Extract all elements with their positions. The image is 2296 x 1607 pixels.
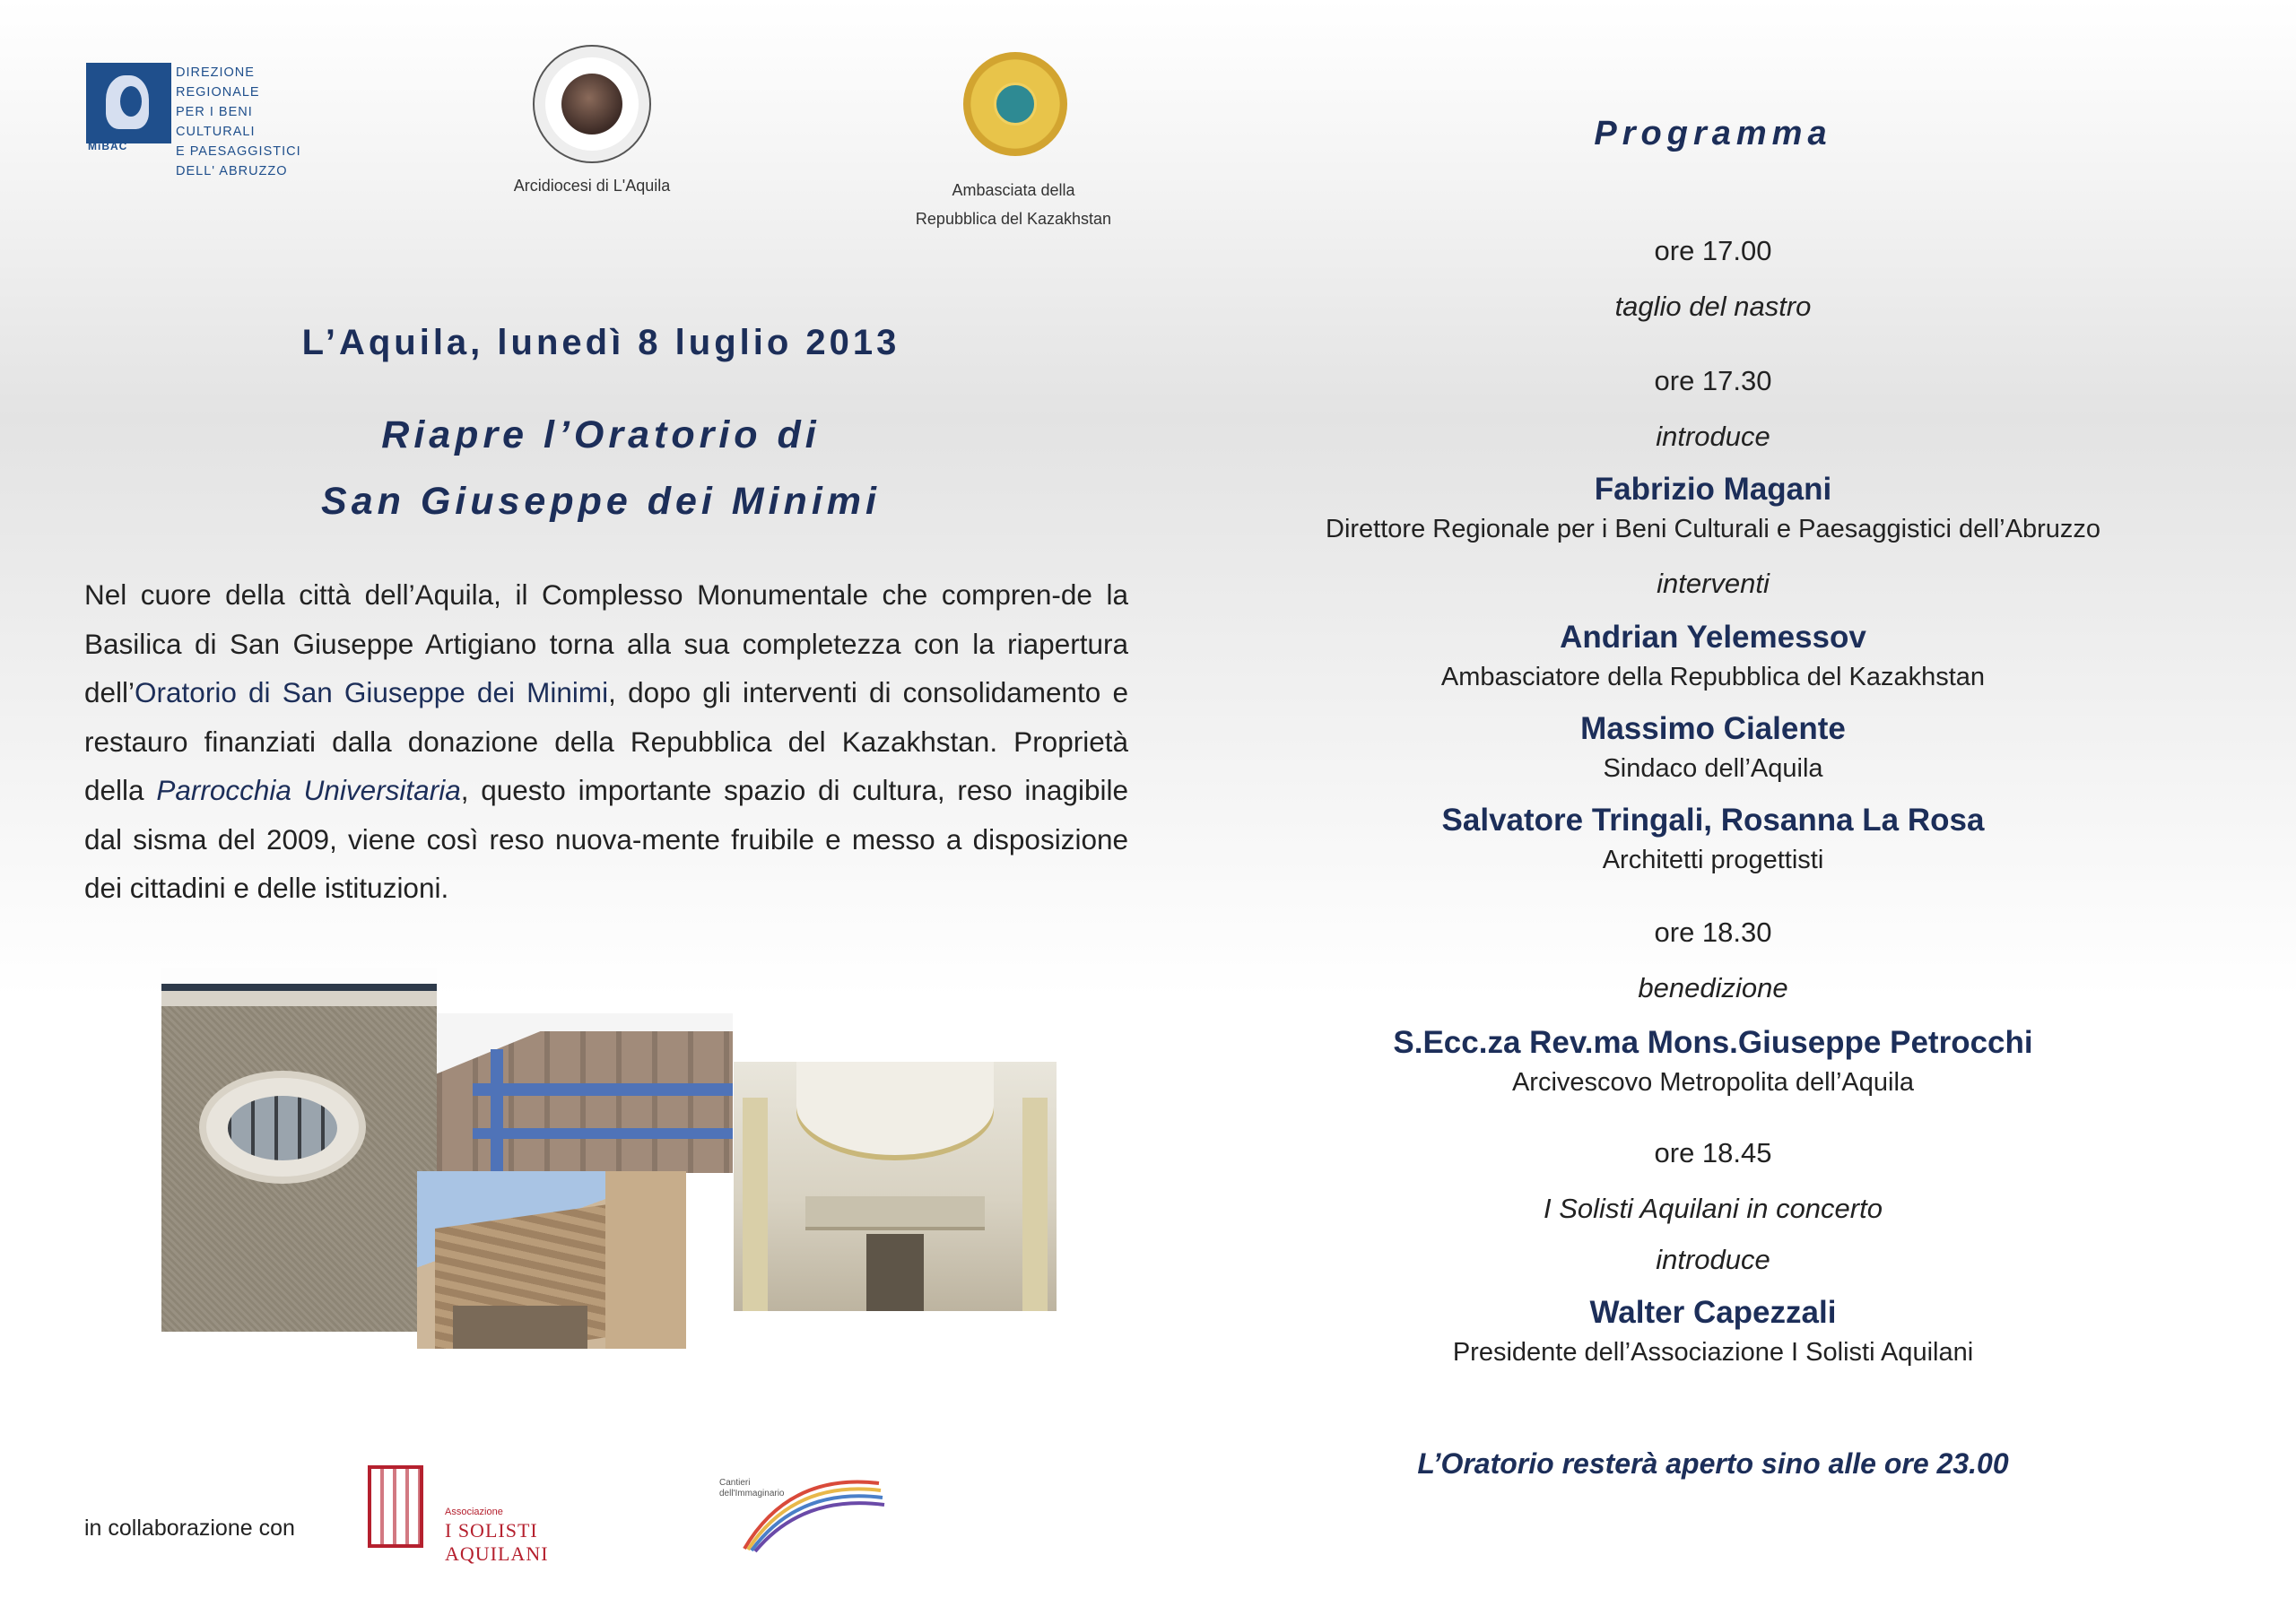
programme-time: ore 18.30 (1654, 916, 1772, 948)
description-text-2: , dopo gli interventi di consolidamento e restauro finanziati dalla donazione della Repubblica del Kazakhstan. Proprietà della (84, 676, 1129, 806)
programme-speaker-role: Direttore Regionale per i Beni Culturali e Paesaggistici dell’Abruzzo (1326, 515, 2100, 543)
archdiocese-seal-icon (533, 45, 651, 163)
event-title (179, 402, 1022, 534)
mibac-emblem-icon (86, 63, 171, 143)
programme-time: ore 17.00 (1654, 235, 1772, 266)
programme-activity: interventi (1657, 568, 1770, 599)
programme-activity: introduce (1656, 1244, 1770, 1275)
programme-speaker-role: Ambasciatore della Repubblica del Kazakhstan (1440, 663, 1986, 691)
embassy-caption: Ambasciata della Repubblica del Kazakhstan (915, 181, 1112, 228)
description-text-1: Nel cuore della città dell’Aquila, il Complesso Monumentale che compren-de la Basilica di San Giuseppe Artigiano torna alla sua completezza con la riapertura dell’ (84, 578, 1128, 708)
kazakhstan-emblem-icon (963, 52, 1067, 156)
programme-activity: introduce (1656, 421, 1770, 452)
programme-time: ore 17.30 (1654, 365, 1772, 396)
photo-oratory-interior (734, 1062, 1057, 1311)
programme-speaker-name: Fabrizio Magani (1594, 472, 1832, 507)
solisti-aquilani-logo (368, 1462, 646, 1565)
photo-scaffolded-building (437, 1013, 733, 1173)
programme-speaker-role: Arcivescovo Metropolita dell’Aquila (1511, 1068, 1915, 1097)
cantieri-arcs-icon (709, 1464, 888, 1553)
description-highlight-parish: Parrocchia Universitaria (156, 774, 461, 806)
programme-speaker-role: Presidente dell’Associazione I Solisti Aquilani (1452, 1338, 1974, 1367)
emblem-center (994, 83, 1037, 126)
photo-earthquake-damage (417, 1171, 686, 1349)
programme-time: ore 18.45 (1654, 1137, 1772, 1168)
cantieri-immaginario-logo (709, 1464, 888, 1553)
archdiocese-caption: Arcidiocesi di L'Aquila (513, 177, 671, 195)
programme-speaker-name: S.Ecc.za Rev.ma Mons.Giuseppe Petrocchi (1393, 1025, 2033, 1060)
programme-activity: taglio del nastro (1614, 291, 1812, 322)
programme-speaker-role: Sindaco dell’Aquila (1603, 754, 1823, 783)
programme-closing-note: L’Oratorio resterà aperto sino alle ore 23.00 (1417, 1447, 2009, 1480)
programme-speaker-name: Salvatore Tringali, Rosanna La Rosa (1441, 803, 1985, 838)
programme-activity: I Solisti Aquilani in concerto (1544, 1193, 1883, 1224)
programme-heading: Programma (1594, 115, 1832, 152)
event-title-line-1: Riapre l’Oratorio di (381, 413, 821, 456)
programme-speaker-name: Walter Capezzali (1589, 1295, 1837, 1330)
description-highlight-oratory: Oratorio di San Giuseppe dei Minimi (135, 676, 609, 708)
programme-speaker-name: Massimo Cialente (1580, 711, 1846, 746)
programme-speaker-role: Architetti progettisti (1602, 846, 1824, 874)
solisti-small-text: Associazione (445, 1507, 503, 1517)
mibac-text: DIREZIONE REGIONALE PER I BENI CULTURALI E PAESAGGISTICI DELL' ABRUZZO (176, 65, 301, 178)
programme-speaker-name: Andrian Yelemessov (1560, 620, 1866, 655)
photo-facade-oculus (161, 969, 437, 1332)
programme-activity: benedizione (1638, 972, 1788, 1003)
collaboration-label: in collaborazione con (84, 1516, 295, 1541)
event-date: L’Aquila, lunedì 8 luglio 2013 (301, 323, 900, 362)
description-paragraph (84, 570, 1128, 913)
mibac-logo (86, 63, 310, 178)
solisti-name: I SOLISTI AQUILANI (445, 1519, 549, 1565)
cantieri-text: Cantieri dell'Immaginario (719, 1478, 785, 1498)
solisti-emblem-icon (368, 1465, 423, 1548)
description-text-3: , questo importante spazio di cultura, reso inagibile dal sisma del 2009, viene così reso nuova-mente fruibile e messo a disposizione dei cittadini e delle istituzioni. (84, 774, 1128, 904)
seal-center (561, 74, 622, 135)
mibac-vertical-text: MiBAC (88, 140, 128, 152)
event-title-line-2: San Giuseppe dei Minimi (321, 480, 881, 523)
